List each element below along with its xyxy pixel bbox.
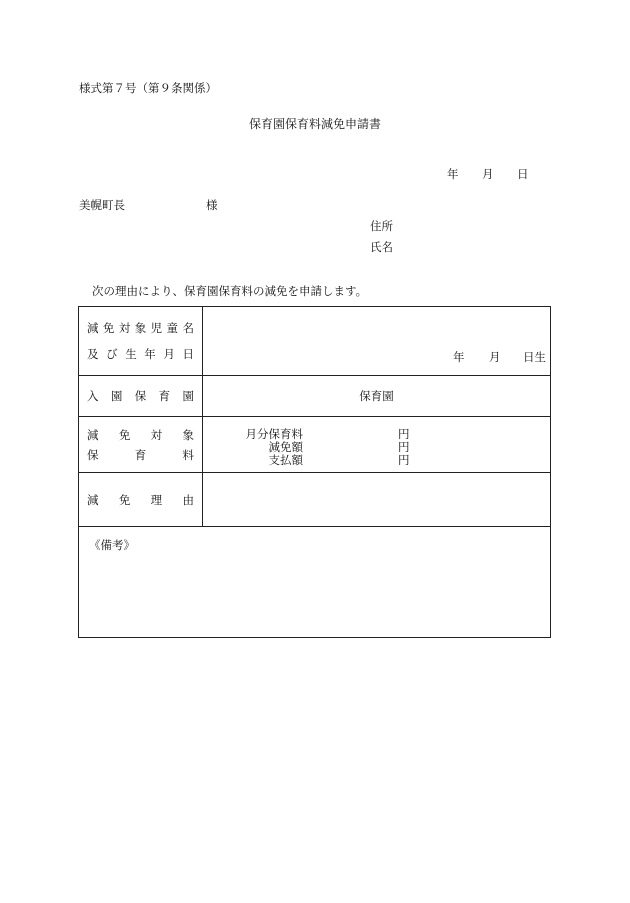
fee-label-line2: 保 育 料	[87, 447, 194, 462]
child-label-line2: 及 び 生 年 月 日	[87, 347, 194, 361]
remarks-label: 《備考》	[89, 538, 135, 552]
child-row	[79, 307, 551, 376]
name-label: 氏名	[370, 240, 393, 254]
fee-line-monthly: 月分保育料 円	[245, 427, 410, 441]
date-month-label: 月	[482, 167, 494, 181]
reason-label: 減 免 理 由	[87, 492, 194, 507]
addressee-honorific: 様	[206, 198, 218, 212]
intro-text: 次の理由により、保育園保育料の減免を申請します。	[92, 284, 368, 298]
remarks-cell[interactable]	[79, 527, 551, 638]
date-day-label: 日	[517, 167, 529, 181]
reason-row	[79, 473, 551, 527]
nursery-suffix: 保育園	[359, 389, 394, 403]
nursery-label: 入 園 保 育 園	[87, 389, 194, 403]
form-number: 様式第７号（第９条関係）	[79, 81, 217, 95]
nursery-label-cell	[79, 376, 203, 417]
date-year-label: 年	[447, 167, 459, 181]
fee-row	[79, 417, 551, 473]
reason-value-cell[interactable]	[203, 473, 551, 527]
child-label-line1: 減 免 対 象 児 童 名	[87, 321, 194, 335]
nursery-row	[79, 376, 551, 417]
remarks-row	[79, 527, 551, 638]
birth-month-label: 月	[489, 350, 501, 364]
address-label: 住所	[370, 219, 393, 233]
addressee-name: 美幌町長	[79, 198, 125, 212]
child-label-cell	[79, 307, 203, 376]
fee-label-cell	[79, 417, 203, 473]
fee-line-reduction: 減免額 円	[268, 440, 410, 454]
fee-line-payment: 支払額 円	[268, 453, 410, 467]
child-value-cell[interactable]	[203, 307, 551, 376]
fee-value-cell[interactable]	[203, 417, 551, 473]
birth-day-label: 日生	[523, 350, 546, 364]
application-table	[78, 306, 551, 638]
fee-label-line1: 減 免 対 象	[87, 427, 194, 442]
reason-label-cell	[79, 473, 203, 527]
nursery-value-cell[interactable]	[203, 376, 551, 417]
document-title: 保育園保育料減免申請書	[248, 117, 381, 131]
birth-year-label: 年	[453, 350, 465, 364]
